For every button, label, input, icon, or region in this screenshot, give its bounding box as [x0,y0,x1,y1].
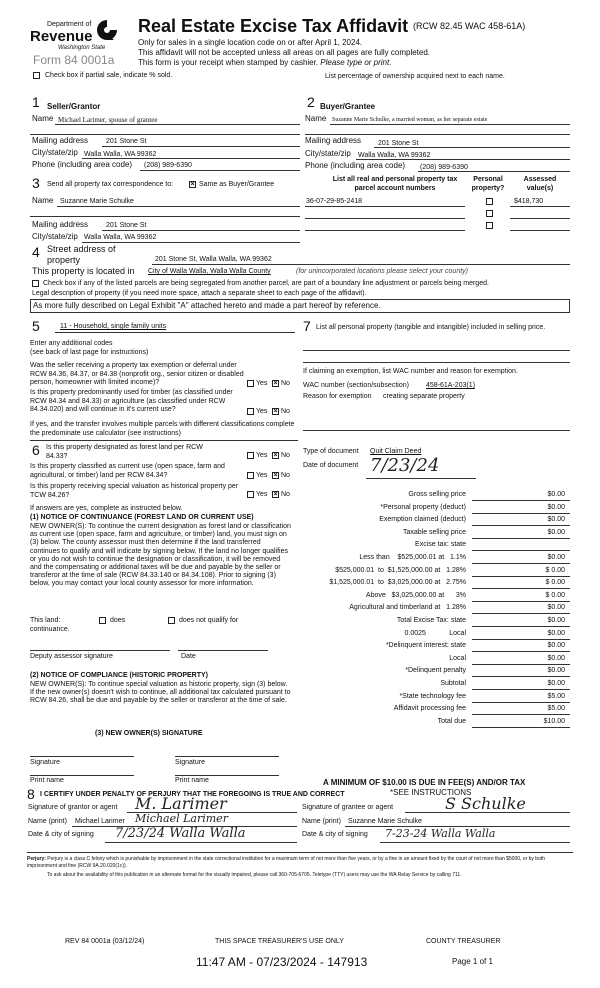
calc-label: *State technology fee [399,692,466,700]
seller-phone[interactable]: (208) 989-6390 [144,162,192,169]
form-title: Real Estate Excise Tax Affidavit [138,16,409,36]
calc-label: Agricultural and timberland at 1.28% [349,604,466,612]
instruction-2: This affidavit will not be accepted unless all areas on all pages are fully completed. [138,48,431,57]
treasurer-use: THIS SPACE TREASURER'S USE ONLY [215,938,344,945]
minimum-note: A MINIMUM OF $10.00 IS DUE IN FEE(S) AND/OR TAX [323,778,526,787]
buyer-name[interactable]: Suzanne Marie Schulke, a married woman, as her separate estate [332,117,488,123]
calc-label: Total Excise Tax: state [396,617,466,624]
calc-value[interactable]: $0.00 [547,667,565,675]
document-date[interactable]: 7/23/24 [370,455,440,476]
certify-title: I CERTIFY UNDER PENALTY OF PERJURY THAT THE FOREGOING IS TRUE AND CORRECT [40,791,345,798]
calc-label: *Delinquent interest: state [385,642,466,650]
calc-label: $525,000.01 to $1,525,000.00 at 1.28% [335,566,466,574]
buyer-mailing[interactable]: 201 Stone St [378,140,419,147]
statute: (RCW 82.45 WAC 458-61A) [413,21,526,31]
document-type[interactable]: Quit Claim Deed [370,448,422,455]
exemption-reason[interactable]: creating separate property [383,393,465,400]
historic-no-checkbox[interactable]: × [273,491,278,498]
personal-checkbox-2[interactable] [486,210,493,217]
buyer-phone[interactable]: (208) 989-6390 [420,164,468,171]
correspondence-mailing[interactable]: 201 Stone St [106,222,147,229]
calc-value[interactable]: $0.00 [547,528,565,536]
ada-note: To ask about the availability of this publication in an alternate format for the visually impaired, please call 360-705-6705. Teletype (TTY) users may use the WA Relay Service by calling 711. [47,872,462,878]
revision: REV 84 0001a (03/12/24) [65,938,145,945]
calc-label: Affidavit processing fee [393,705,466,713]
timber-yes-checkbox[interactable] [247,408,254,415]
use-code[interactable]: 11 - Household, single family units [60,323,167,330]
calc-value[interactable]: $5.00 [547,705,565,713]
instruction-1: Only for sales in a single location code on or after April 1, 2024. [138,38,363,47]
partial-sale-checkbox[interactable] [33,72,40,79]
calc-value[interactable]: $0.00 [547,642,565,650]
logo-text: Revenue [30,28,93,45]
grantee-signature[interactable]: S Schulke [445,794,526,813]
street-label: Street address of property [47,244,116,265]
current-use-yes-checkbox[interactable] [247,472,254,479]
partial-sale-label: Check box if partial sale, indicate % sold. [45,72,173,79]
parcels-header: List all real and personal property tax parcel account numbers [332,176,458,192]
dept-line: Department of [47,21,92,28]
calc-value[interactable]: $0.00 [547,680,565,687]
grantee-date-city[interactable]: 7-23-24 Walla Walla [385,827,496,840]
correspondence-name[interactable]: Suzanne Marie Schulke [60,198,134,205]
instruction-3: This form is your receipt when stamped by cashier. Please type or print. [138,58,392,67]
forest-no-checkbox[interactable]: × [273,452,278,459]
calc-label: *Delinquent penalty [405,667,466,675]
forest-yes-checkbox[interactable] [247,452,254,459]
calc-value[interactable]: $0.00 [547,503,565,511]
personal-checkbox-3[interactable] [486,222,493,229]
personal-checkbox-1[interactable] [486,198,493,205]
calc-label: Taxable selling price [402,528,466,536]
notice-compliance-body: NEW OWNER(S): To continue special valuation as historic property, sign (3) below. If the new owner(s) doesn't wish to continue, all additional tax calculated pursuant to RCW 84.26, shall be due and payable by the seller or transferor at the time of sale. [30,681,291,705]
calc-label: 0.0025 Local [404,629,466,637]
notice-continuance-body: NEW OWNER(S): To continue the current designation as forest land or classification as current use (open space, farm and agriculture, or timber) land, you must sign on (3) below. The county assessor must then determine if the land transferred continues to qualify and will indicate by signing below. If the land no longer qualifies or you do not wish to continue the designation or classification, it will be removed and the compensating or additional taxes will be due and payable by the seller or transferor at the time of sale (RCW 84.33.140 or 84.34.108). Prior to signing (3) below, you may contact your local county assessor for more information. [30,523,291,588]
calc-value[interactable]: $0.00 [547,604,565,612]
current-use-no-checkbox[interactable]: × [273,472,278,479]
calc-value[interactable]: $ 0.00 [545,566,565,574]
calc-value[interactable]: $0.00 [547,654,565,662]
street-address[interactable]: 201 Stone St, Walla Walla, WA 99362 [155,256,272,263]
grantor-signature[interactable]: M. Larimer [135,794,227,813]
perjury-note: Perjury: Perjury is a class C felony which is punishable by imprisonment in the state correctional institution for a maximum term of not more than five years, or by a fine in an amount fixed by the court of not more than $5000, or by both imprisonment and fine (RCW 9A.20.020(1c)). [27,856,546,869]
calc-label: Gross selling price [408,491,466,498]
receipt-stamp: 11:47 AM - 07/23/2024 - 147913 [196,955,368,969]
calc-value[interactable]: $0.00 [547,516,565,524]
calc-value[interactable]: $0.00 [547,554,565,561]
timber-no-checkbox[interactable]: × [273,408,278,415]
grantee-name[interactable]: Suzanne Marie Schulke [348,818,422,825]
seller-city[interactable]: Walla Walla, WA 99362 [84,151,157,158]
ownership-note: List percentage of ownership acquired next to each name. [325,73,505,80]
calc-label: Total due [437,717,466,725]
assessed-value[interactable]: $418,730 [514,198,544,205]
calc-value[interactable]: $5.00 [547,692,565,700]
grantor-name[interactable]: Michael Larimer [75,818,125,825]
county-treasurer: COUNTY TREASURER [426,938,501,945]
exemption-yes-checkbox[interactable] [247,380,254,387]
does-qualify-checkbox[interactable] [99,617,106,624]
calc-label: Above $3,025,000.00 at 3% [365,591,466,599]
notice-compliance-title: (2) NOTICE OF COMPLIANCE (HISTORIC PROPERTY) [30,672,208,679]
assessed-header: Assessed value(s) [523,176,557,192]
personal-header: Personal property? [471,176,505,192]
logo-emblem-icon [96,18,118,42]
calc-label: Local [449,654,466,662]
same-as-buyer-checkbox[interactable]: × [190,181,195,188]
calc-value[interactable]: $10.00 [543,717,565,725]
calc-label: Subtotal [440,680,466,687]
exemption-no-checkbox[interactable]: × [273,380,278,387]
form-number: Form 84 0001a [33,53,115,67]
calc-label: $1,525,000.01 to $3,025,000.00 at 2.75% [329,579,466,587]
parcel-number[interactable]: 36-07-29-85-2418 [306,198,363,205]
correspondence-label: Send all property tax correspondence to: [47,181,174,188]
calc-value[interactable]: $0.00 [547,617,565,624]
calc-value[interactable]: $0.00 [547,629,565,637]
calc-label: *Personal property (deduct) [380,503,466,511]
page-number: Page 1 of 1 [452,957,493,966]
calc-label: Exemption claimed (deduct) [379,516,466,524]
grantor-date-city[interactable]: 7/23/24 Walla Walla [115,826,246,841]
grantor-name-handwritten: Michael Larimer [135,812,228,825]
located-in[interactable]: City of Walla Walla, Walla Walla County [148,268,271,275]
notice-continuance-title: (1) NOTICE OF CONTINUANCE (FOREST LAND OR CURRENT USE) [30,514,254,521]
calc-value[interactable]: $ 0.00 [545,591,565,599]
calc-value[interactable]: $ 0.00 [545,579,565,587]
segregate-checkbox[interactable] [32,280,39,287]
does-not-qualify-checkbox[interactable] [168,617,175,624]
historic-yes-checkbox[interactable] [247,491,254,498]
seller-mailing[interactable]: 201 Stone St [106,138,147,145]
seller-heading: Seller/Grantor [47,102,101,111]
correspondence-city[interactable]: Walla Walla, WA 99362 [84,234,157,241]
calc-value[interactable]: $0.00 [547,491,565,498]
calc-label: Excise tax: state [415,541,466,549]
legal-description: As more fully described on Legal Exhibit "A" attached hereto and made a part hereof by reference. [33,301,381,310]
dept-state: Washington State [58,45,106,51]
buyer-heading: Buyer/Grantee [320,102,376,111]
buyer-city[interactable]: Walla Walla, WA 99362 [358,152,431,159]
calc-label: Less than $525,000.01 at 1.1% [359,554,466,561]
wac-number[interactable]: 458-61A-203(1) [426,382,476,389]
seller-name[interactable]: Michael Larimer, spouse of grantee [58,116,158,124]
